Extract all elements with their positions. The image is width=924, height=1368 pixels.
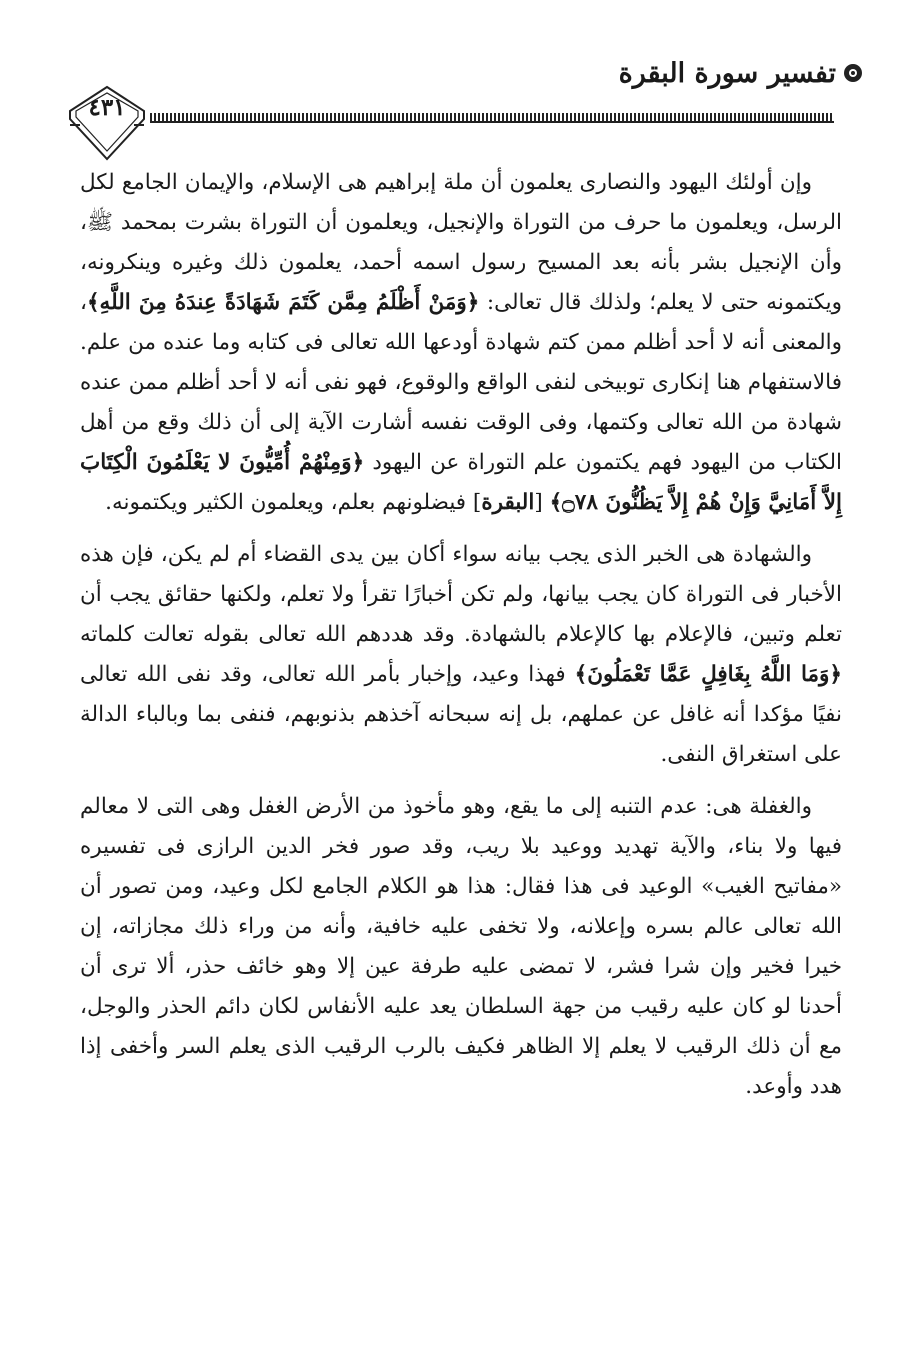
- paragraph: [80, 787, 842, 1107]
- text-segment: ] فيضلونهم بعلم، ويعلمون الكثير ويكتمونه.: [105, 490, 482, 515]
- text-segment: فهذا وعيد، وإخبار بأمر الله تعالى، وقد نفى الله تعالى نفيًا مؤكدا أنه غافل عن عملهم، بل إنه سبحانه آخذهم بذنوبهم، فنفى بما وبالباء الدالة على استغراق النفى.: [80, 662, 842, 767]
- text-segment: وإن أولئك اليهود والنصارى يعلمون أن ملة إبراهيم هى الإسلام، والإيمان الجامع لكل الرسل، ويعلمون ما حرف من التوراة والإنجيل، ويعلمون أن التوراة بشرت بمحمد ﷺ، وأن الإنجيل بشر بأنه بعد المسيح رسول اسمه أحمد، يعلمون ذلك وغيره وينكرونه، ويكتمونه حتى لا يعلم؛ ولذلك قال تعالى:: [80, 170, 842, 315]
- quran-verse: ﴿وَمَا اللَّهُ بِغَافِلٍ عَمَّا تَعْمَلُونَ﴾: [574, 662, 842, 687]
- page-header: [0, 0, 924, 160]
- surah-reference: البقرة: [481, 490, 535, 515]
- paragraph: [80, 163, 842, 523]
- quran-verse: ﴿وَمِنْهُمْ أُمِّيُّونَ لا يَعْلَمُونَ الْكِتَابَ إِلاَّ أَمَانِيَّ وَإِنْ هُمْ إِلاَّ يَظُنُّونَ ۝٧٨﴾: [80, 450, 842, 515]
- flower-ornament-icon: [842, 62, 864, 84]
- text-segment: ، والمعنى أنه لا أحد أظلم ممن كتم شهادة أودعها الله تعالى فى كتابه وما عنده من علم. فالاستفهام هنا إنكارى توبيخى لنفى الواقع والوقوع، فهو نفى أنه لا أحد أظلم ممن عنده شهادة من الله تعالى وكتمها، وفى الوقت نفسه أشارت الآية إلى أن ذلك وقع من أهل الكتاب من اليهود فهم يكتمون علم التوراة عن اليهود: [80, 290, 842, 475]
- page-number: ٤٣١: [88, 94, 126, 121]
- header-rule-line: [150, 121, 834, 123]
- running-title: تفسير سورة البقرة: [618, 58, 836, 89]
- text-segment: [: [534, 490, 550, 515]
- body-text: [80, 163, 842, 1107]
- paragraph: [80, 535, 842, 775]
- quran-verse: ﴿وَمَنْ أَظْلَمُ مِمَّن كَتَمَ شَهَادَةً عِندَهُ مِنَ اللَّهِ﴾: [86, 290, 480, 315]
- text-segment: والغفلة هى: عدم التنبه إلى ما يقع، وهو مأخوذ من الأرض الغفل وهى التى لا معالم فيها ولا بناء، والآية تهديد ووعيد بلا ريب، وقد صور فخر الدين الرازى فى تفسيره «مفاتيح الغيب» الوعيد فى هذا فقال: هذا هو الكلام الجامع لكل وعيد، ومن تصور أن الله تعالى عالم بسره وإعلانه، ولا تخفى عليه خافية، وأنه من وراء ذلك مجازاته، إن خيرا فخير وإن شرا فشر، لا تمضى عليه طرفة عين إلا وهو خائف حذر، ألا ترى أن أحدنا لو كان عليه رقيب من جهة السلطان يعد عليه الأنفاس لكان دائم الحذر والوجل، مع أن ذلك الرقيب لا يعلم إلا الظاهر فكيف بالرب الرقيب الذى يعلم السر وأخفى إذا هدد وأوعد.: [80, 794, 842, 1099]
- text-segment: والشهادة هى الخبر الذى يجب بيانه سواء أكان بين يدى القضاء أم لم يكن، فإن هذه الأخبار فى التوراة كان يجب بيانها، ولم تكن أخبارًا تقرأ ولا تعلم، ولكنها حقائق يجب أن تعلم وتبين، فالإعلام بها كالإعلام بالشهادة. وقد هددهم الله تعالى بقوله تعالت كلماته: [80, 542, 842, 647]
